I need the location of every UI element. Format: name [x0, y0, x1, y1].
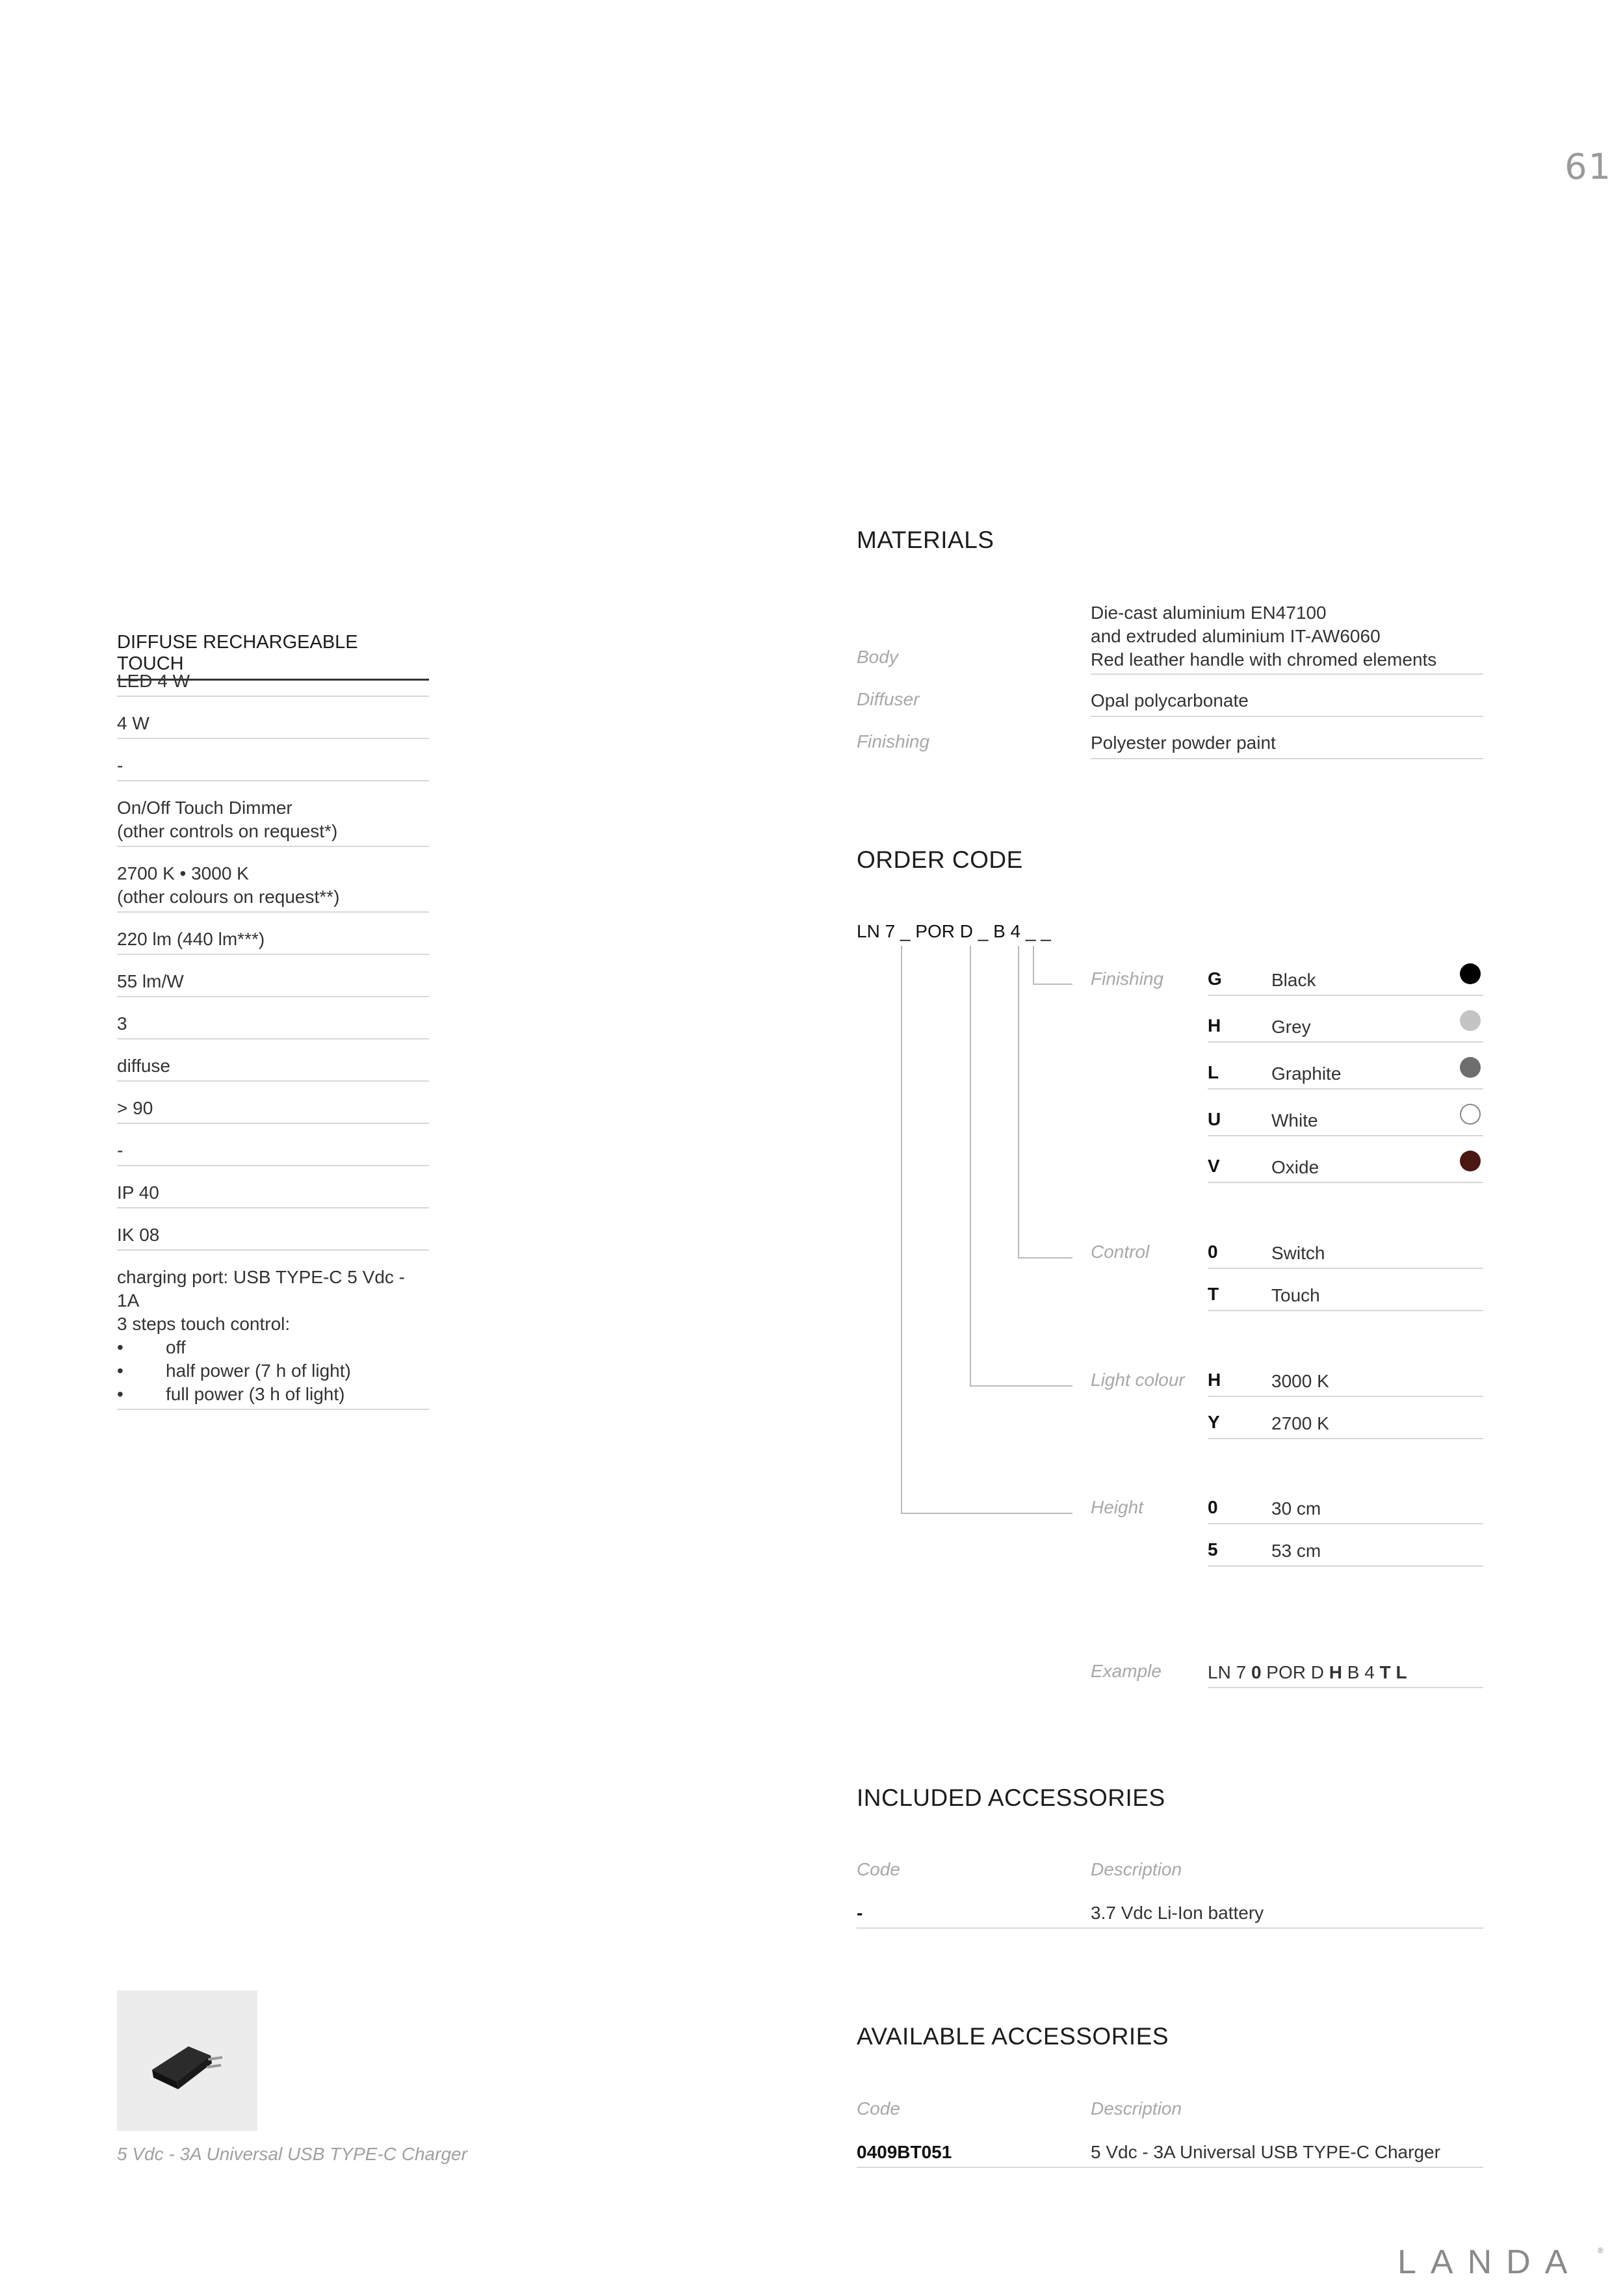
option-name: Touch — [1271, 1285, 1320, 1305]
example-label: Example — [1091, 1661, 1162, 1681]
material-value — [1091, 601, 1483, 672]
option-code: 0 — [1208, 1497, 1218, 1517]
charger-icon — [117, 1990, 257, 2131]
touch-steps — [117, 1312, 429, 1410]
divider — [1208, 995, 1483, 996]
spec-row — [117, 796, 429, 847]
spec-row — [117, 862, 429, 913]
finishing-label: Finishing — [1091, 969, 1164, 989]
option-name: 2700 K — [1271, 1413, 1329, 1433]
available-code: 0409BT051 — [857, 2142, 952, 2162]
option-code: U — [1208, 1109, 1221, 1129]
option-name: Grey — [1271, 1017, 1311, 1037]
divider — [1208, 1041, 1483, 1043]
option-name: Black — [1271, 970, 1316, 990]
spec-row: LED 4 W — [117, 670, 429, 697]
spec-line: (other controls on request*) — [117, 821, 338, 841]
height-label: Height — [1091, 1497, 1143, 1517]
included-code-header: Code — [857, 1859, 900, 1879]
included-title: INCLUDED ACCESSORIES — [857, 1784, 1165, 1811]
divider — [1091, 673, 1483, 675]
divider — [1208, 1687, 1483, 1688]
order-code-pattern: LN 7 _ POR D _ B 4 _ _ — [857, 921, 1051, 941]
touch-title: 3 steps touch control: — [117, 1314, 291, 1334]
swatch-white — [1460, 1104, 1481, 1125]
included-desc: 3.7 Vdc Li-Ion battery — [1091, 1903, 1264, 1923]
svg-text:LANDA: LANDA — [1397, 2244, 1582, 2281]
option-code: G — [1208, 969, 1222, 989]
spec-row: charging port: USB TYPE-C 5 Vdc - 1A — [117, 1267, 405, 1311]
touch-step: • half power (7 h of light) — [117, 1361, 351, 1381]
divider — [1208, 1396, 1483, 1397]
swatch-oxide — [1460, 1151, 1481, 1171]
included-desc-header: Description — [1091, 1859, 1182, 1879]
divider — [1091, 758, 1483, 759]
available-desc: 5 Vdc - 3A Universal USB TYPE-C Charger — [1091, 2142, 1440, 2162]
spec-row: > 90 — [117, 1097, 429, 1124]
option-name: 53 cm — [1271, 1541, 1321, 1561]
spec-row: - — [117, 754, 429, 781]
spec-line: On/Off Touch Dimmer — [117, 798, 292, 818]
svg-text:®: ® — [1598, 2246, 1604, 2255]
landa-logo — [1397, 2244, 1605, 2286]
option-code: Y — [1208, 1412, 1220, 1432]
touch-step: • full power (3 h of light) — [117, 1384, 345, 1404]
swatch-graphite — [1460, 1057, 1481, 1078]
material-line: Die-cast aluminium EN47100 — [1091, 603, 1327, 623]
option-name: Oxide — [1271, 1157, 1319, 1177]
divider — [1208, 1438, 1483, 1439]
spec-row: 4 W — [117, 712, 429, 739]
option-code: T — [1208, 1284, 1219, 1304]
page-number: 61 — [1565, 146, 1612, 187]
divider — [857, 1927, 1483, 1929]
spec-row: - — [117, 1139, 429, 1166]
option-name: Switch — [1271, 1243, 1325, 1263]
spec-line: 2700 K • 3000 K — [117, 863, 249, 883]
divider — [1208, 1182, 1483, 1183]
accessory-caption: 5 Vdc - 3A Universal USB TYPE-C Charger — [117, 2144, 467, 2164]
spec-row: 55 lm/W — [117, 970, 429, 997]
charger-image — [117, 1990, 257, 2131]
example-code: LN 7 0 POR D H B 4 T L — [1208, 1662, 1407, 1682]
divider — [1208, 1310, 1483, 1311]
option-code: H — [1208, 1015, 1221, 1036]
option-name: 30 cm — [1271, 1498, 1321, 1519]
spec-row: 3 — [117, 1012, 429, 1039]
divider — [857, 2167, 1483, 2168]
divider — [1091, 716, 1483, 717]
divider — [1208, 1135, 1483, 1136]
option-code: V — [1208, 1156, 1220, 1176]
material-label: Diffuser — [857, 689, 920, 709]
divider — [1208, 1523, 1483, 1524]
divider — [1208, 1088, 1483, 1089]
available-code-header: Code — [857, 2098, 900, 2119]
option-name: White — [1271, 1110, 1318, 1130]
material-value: Polyester powder paint — [1091, 733, 1276, 753]
material-label: Finishing — [857, 731, 930, 751]
control-label: Control — [1091, 1242, 1150, 1262]
order-code-title: ORDER CODE — [857, 846, 1023, 873]
light-colour-label: Light colour — [1091, 1370, 1185, 1390]
spec-row: 220 lm (440 lm***) — [117, 928, 429, 955]
option-code: 0 — [1208, 1242, 1218, 1262]
option-name: 3000 K — [1271, 1371, 1329, 1391]
option-code: H — [1208, 1370, 1221, 1390]
option-code: 5 — [1208, 1539, 1218, 1559]
material-line: Red leather handle with chromed elements — [1091, 649, 1437, 670]
material-label: Body — [857, 647, 898, 667]
material-value: Opal polycarbonate — [1091, 690, 1249, 711]
spec-title: DIFFUSE RECHARGEABLE TOUCH — [117, 632, 429, 681]
divider — [1208, 1565, 1483, 1567]
swatch-grey — [1460, 1010, 1481, 1031]
spec-row: IK 08 — [117, 1223, 429, 1251]
available-desc-header: Description — [1091, 2098, 1182, 2119]
option-code: L — [1208, 1062, 1219, 1082]
included-code: - — [857, 1903, 863, 1923]
spec-row: diffuse — [117, 1054, 429, 1082]
option-name: Graphite — [1271, 1063, 1342, 1084]
available-title: AVAILABLE ACCESSORIES — [857, 2023, 1169, 2050]
spec-row: IP 40 — [117, 1181, 429, 1208]
divider — [1208, 1268, 1483, 1269]
material-line: and extruded aluminium IT-AW6060 — [1091, 626, 1381, 646]
swatch-black — [1460, 963, 1481, 984]
order-code-connectors — [897, 946, 1079, 1524]
touch-step: • off — [117, 1337, 186, 1357]
spec-line: (other colours on request**) — [117, 887, 340, 907]
materials-title: MATERIALS — [857, 527, 994, 553]
